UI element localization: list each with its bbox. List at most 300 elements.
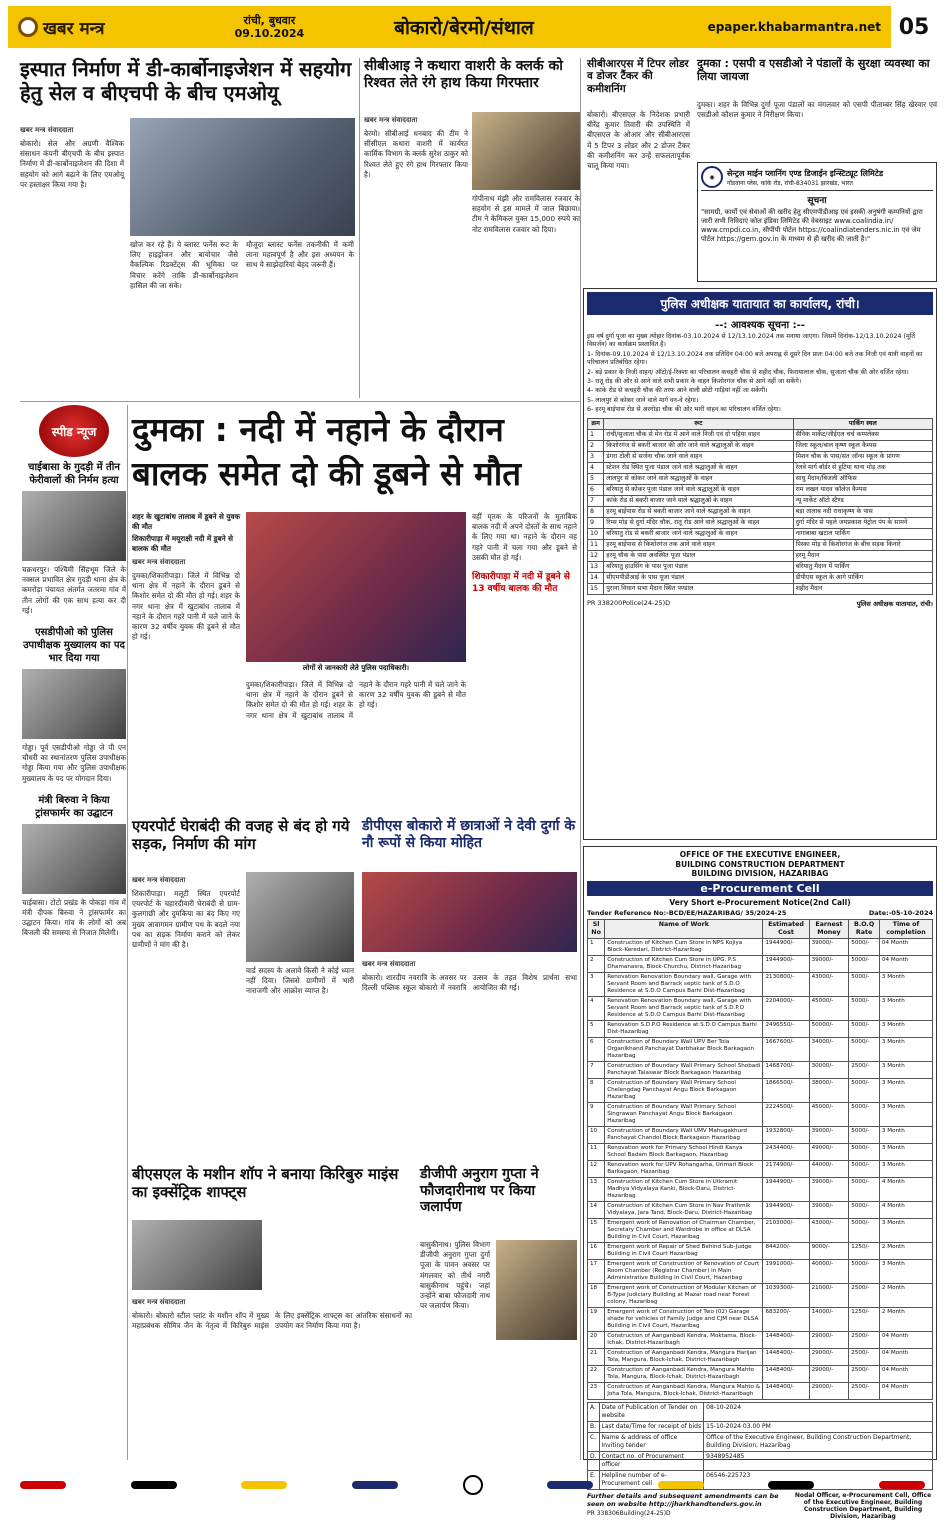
table-row [588,1020,933,1037]
table-cell: 3 [588,972,605,996]
table-cell: 2500/- [849,1365,880,1382]
table-row [588,561,933,572]
dps-byline: खबर मन्त्र संवाददाता [362,960,416,968]
table-row [588,572,933,583]
table-cell: 4 [588,462,604,473]
table-cell: 38000/- [809,1078,849,1102]
table-cell: 5 [588,1020,605,1037]
dateline [235,14,305,40]
table-cell: बरियातु से कोकर पूजा पंडाल जाने वाले श्रद्धालुओं के वाहन [604,484,793,495]
table-row [588,1365,933,1382]
table-cell: 3 Month [879,1078,932,1102]
table-cell: Contact no. of Procurement officer [599,1451,704,1470]
table-cell: 08-10-2024 [704,1402,933,1421]
story4-headline[interactable]: दुमका : एसपी व एसडीओ ने पंडालों के सुरक्षा व्यवस्था का लिया जायजा [697,57,930,83]
table-cell: 15 [588,583,604,594]
table-row [588,1242,933,1259]
table-cell: D. [588,1451,600,1470]
main-headline[interactable]: दुमका : नदी में नहाने के दौरान बालक समेत दो की डूबने से मौत [132,410,522,493]
table-row [588,1126,933,1143]
table-row [588,528,933,539]
table-cell: 1932800/- [763,1126,809,1143]
police-notice [583,288,937,840]
table-cell: 3 Month [879,1020,932,1037]
police-notice-subtitle: --: आवश्यक सूचना :-- [715,320,805,331]
table-row [588,1348,933,1365]
table-cell: 43000/- [809,972,849,996]
city: रांची, बुधवार [243,14,296,27]
table-cell: 45000/- [809,1102,849,1126]
table-row [588,1402,933,1421]
table-cell: लालपुर से कोकर जाने वाले श्रद्धालुओं के वाहन [604,473,793,484]
story1-col2-text: खोज कर रहे हैं। ये ब्लास्ट फर्नेस रूट के लिए हाइड्रोजन और बायोचार जैसे वैकल्पिक रिडक्टेंट्स की भूमिका पर विचार करेंगे ताकि डी-कार्बोनाइजेशन हासिल की जा सके। [130,240,238,290]
story2-headline[interactable]: सीबीआइ ने कथारा वाशरी के क्लर्क को रिश्वत लेते रंगे हाथ किया गिरफ्तार [364,58,563,91]
table-cell: Construction of Boundary Wall Primary School Shobadi Panchayat Talaswar Block Barkagaon Hazaribag [605,1061,763,1078]
table-row [588,972,933,996]
speed-news-item [22,461,126,616]
cmpdi-company: सेन्ट्रल माईन प्लानिंग एण्ड डिजाईन इन्स्टिट्यूट लिमिटेड [727,168,884,178]
table-cell: 20 [588,1331,605,1348]
table-cell: 8 [588,506,604,517]
story3-headline[interactable]: सीबीआरएस में टिपर लोडर व डोजर टैंकर की कमीशनिंग [587,58,689,95]
tender-table [587,919,933,1400]
table-cell: 22 [588,1365,605,1382]
table-cell: 3 Month [879,1126,932,1143]
tender-ref: Tender Reference No:-BCD/EE/HAZARIBAG/ 35/2024-25 [587,908,787,917]
table-cell: 49000/- [809,1143,849,1160]
table-cell: 5000/- [849,1143,880,1160]
tender-table-header-cell: Earnest Money [809,919,849,938]
table-cell: 6 [588,1037,605,1061]
story1-lead: बोकारो। सेल और अग्रणी वैश्विक संसाधन कंपनी बीएचपी के बीच इस्पात निर्माण में डी-कार्बोनाइजेशन की दिशा में सहयोग को आगे बढ़ाने के लिए एमओयू पर हस्ताक्षर किया गया है। [20,139,124,189]
table-cell: कांके रोड से बकरी बाजार जाने वाले श्रद्धालुओं के वाहन [604,495,793,506]
table-cell: 12 [588,1160,605,1177]
brand-icon [18,17,38,37]
table-cell: 39000/- [809,1177,849,1201]
speed-news-body: चक्रधरपुर। पश्चिमी सिंहभूम जिले के नक्सल प्रभावित क्षेत्र गुदड़ी थाना क्षेत्र के कमरोड़ा पंचायत अंतर्गत जतरमा गांव में तीन लोगों की एक साथ हत्या कर दी गई। [22,565,126,615]
table-cell: 5000/- [849,972,880,996]
table-cell: Office of the Executive Engineer, Building Construction Department, Building Division, Hazaribag [704,1432,933,1451]
table-cell: Renovation work for Primary School Hindi Kanya School Badam Block Barkagaon, Hazaribag [605,1143,763,1160]
table-cell: 2 [588,440,604,451]
table-cell: 2224500/- [763,1102,809,1126]
police-notice-point: 6- हरमू बाईपास रोड से अरगोड़ा चौक की ओर भारी वाहन का परिचालन वर्जित रहेगा। [587,406,781,414]
airport-body: शिकारीपाड़ा। मलूटी स्थित एयरपोर्ट एयरपोर्ट के चहारदीवारी घेराबंदी से ग्राम-कुलगाछी और दुमकिया का बंद किए गए मुख्य आवागमन ग्रामीण पथ के बदले नया पथ का सड़क निर्माण कराने को लेकर ग्रामीणों ने मांग की है। [132,889,240,950]
speed-news-headline[interactable]: चाईबासा के गुदड़ी में तीन फेरीवालों की निर्मम हत्या [28,462,120,486]
police-notice-points [587,351,933,415]
table-cell: 04 Month [879,938,932,955]
table-row [588,1078,933,1102]
table-cell: 2103000/- [763,1218,809,1242]
table-row [588,517,933,528]
table-cell: 14 [588,572,604,583]
table-cell: 2174900/- [763,1160,809,1177]
cmpdi-notice-title: सूचना [807,196,827,206]
table-cell: 2130800/- [763,972,809,996]
table-cell: 2 Month [879,1283,932,1307]
story2-byline: खबर मन्त्र संवाददाता [364,116,418,124]
table-cell: 3 Month [879,1218,932,1242]
airport-headline[interactable]: एयरपोर्ट घेराबंदी की वजह से बंद हो गये सड़क, निर्माण की मांग [132,817,350,853]
dps-headline-box [362,818,577,868]
table-cell: Construction of Boundary Wall UMV Mahugakhurd Panchayat Chandol Block Barkagaon Hazaribag [605,1126,763,1143]
table-cell: 43000/- [809,1218,849,1242]
main-subhead-2: शिकारीपाड़ा में मयूराक्षी नदी में डूबने से बालक की मौत [132,534,233,553]
story4-headline-box [697,58,937,98]
table-row [588,440,933,451]
police-notice-point: 3- रातू रोड़ की ओर से आने वाले सभी प्रकार के वाहन किशोरगंज चौक से आगे नहीं जा सकेंगे। [587,378,802,386]
table-cell: 30000/- [809,1061,849,1078]
table-cell: 15 [588,1218,605,1242]
table-cell: 39000/- [809,1201,849,1218]
table-cell: बड़ा तालाब नदी राधाकृष्ण के पास [793,506,932,517]
table-cell: हरमू चौक के पास अवस्थित पूजा पंडाल [604,550,793,561]
tender-table-header-cell: B.O.Q Rate [849,919,880,938]
story3-headline-box [587,58,690,108]
table-cell: 7 [588,495,604,506]
brand-logo[interactable] [8,16,115,39]
table-row [588,938,933,955]
parking-table-header-cell: पार्किंग स्थल [793,418,932,429]
cmpdi-logo-icon: ◉ [701,166,723,188]
table-cell: 2500/- [849,1348,880,1365]
police-notice-intro: इस वर्ष दुर्गा पूजा का मुख्य त्योहार दिनांक-03.10.2024 से 12/13.10.2024 तक मनाया जाएगा। जिसमें दिनांक-12/13.10.2024 (मूर्ति विसर्जन) का कार्यक्रम प्रस्तावित है। [587,333,915,349]
parking-table-header-cell: रूट [604,418,793,429]
table-cell: बरियातु मैदान में पार्किंग [793,561,932,572]
bsl-headline-box [132,1166,412,1216]
table-cell: 13 [588,561,604,572]
airport-col2 [246,966,354,1162]
table-cell: 13 [588,1177,605,1201]
table-cell: Construction of Kitchen Cum Store in Utkramit Madhya Vidyalaya Kanki, Block-Daru, District-Hazaribag [605,1177,763,1201]
table-cell: 29000/- [809,1382,849,1399]
story1-col3-text: मौजूदा ब्लास्ट फर्नेस तकनीकी में कमी लाना महत्वपूर्ण है और इस अध्ययन के साथ ये साझेदारियां बेहद जरूरी हैं। [246,240,354,270]
tender-table-header-cell: Time of completion [879,919,932,938]
story2-col2 [472,194,580,397]
tender-table-header-cell: Sl No [588,919,605,938]
dps-headline[interactable]: डीपीएस बोकारो में छात्राओं ने देवी दुर्गा के नौ रूपों से किया मोहित [362,818,576,851]
dgp-headline[interactable]: डीजीपी अनुराग गुप्ता ने फौजदारीनाथ पर किया जलार्पण [420,1166,539,1216]
airport-photo [246,872,354,962]
table-cell: 5000/- [849,1037,880,1061]
table-cell: 2204000/- [763,996,809,1020]
table-cell: 39000/- [809,955,849,972]
table-cell: 3 Month [879,1061,932,1078]
table-cell: Construction of Boundary Wall UPV Ber Tola Organikhand Panchayat Darbhakar Block Barkagaon Hazaribag [605,1037,763,1061]
tender-table-header [588,919,933,938]
table-row [588,583,933,594]
tender-subtitle: Very Short e-Procurement Notice(2nd Call) [669,897,851,907]
table-cell: 10 [588,1126,605,1143]
cmpdi-address: गोंडवाना प्लेस, कांके रोड, रांची-834031 झारखंड, भारत [727,179,853,187]
table-cell: Emergent work of Construction of Renovation of Court Room Chamber (Registrar Chamber) in Main Administrative Building in Civil Court, Hazaribag [605,1259,763,1283]
table-cell: Renovation Renovation Boundary wall, Garage with Servant Room and Barrack septic tank of S.D.O Residence at S.D.O Campus Barhi Dist-Hazaribag [605,972,763,996]
speed-news-headline[interactable]: एसडीपीओ को पुलिस उपाधीक्षक मुख्यालय का पद भार दिया गया [23,627,125,665]
police-notice-point: 2- बड़े प्रकार के निजी वाहन/ ऑटो/ई-रिक्शा का परिचालन कचहरी चौक से शहीद चौक, फिरायालाल चौक, सुजाता चौक की ओर वर्जित रहेगा। [587,368,909,376]
table-cell: 1 [588,429,604,440]
speed-news-body: चाईबासा। टोटो प्रखंड के पोकड़ा गांव में मंत्री दीपक बिरुवा ने ट्रांसफार्मर का उद्घाटन किया। गांव के लोगों को अब बिजली की समस्या से निजात मिलेगी। [22,897,126,938]
table-row [588,1143,933,1160]
table-cell: शहीद मैदान [793,583,932,594]
table-cell: 04 Month [879,1348,932,1365]
table-cell: रांची/सुजाता चौक से मेन रोड में आने वाले निजी एवं दो पहिया वाहन [604,429,793,440]
table-cell: सीएमपीडीआई के पास पूजा पंडाल [604,572,793,583]
main-photo [246,512,466,662]
table-cell: हरमू मैदान [793,550,932,561]
table-cell: 5 [588,473,604,484]
table-cell: Construction of Kitchen Cum Store in UPG. P.S Dhamanasra, Block-Churchu, District-Hazaribag [605,955,763,972]
table-cell: 5000/- [849,955,880,972]
crosshair-icon [463,1475,483,1495]
story2-photo [472,112,580,190]
table-cell: साधु मैदान/बिजली ऑफिस [793,473,932,484]
table-cell: 1468700/- [763,1061,809,1078]
table-cell: Emergent work of Renovation of Chairman Chamber, Secretary Chamber and Wardrobe in office at DLSA Building in Civil Court, Hazaribag [605,1218,763,1242]
table-cell: 2500/- [849,1331,880,1348]
table-cell: 3 Month [879,1037,932,1061]
table-cell: Last date/Time for receipt of bids [599,1421,704,1432]
table-cell: 3 Month [879,972,932,996]
brand-name: खबर मन्त्र [43,18,105,39]
bsl-photo [132,1220,262,1290]
police-notice-title: पुलिस अधीक्षक यातायात का कार्यालय, रांची। [587,292,933,315]
table-cell: Helpline number of e-Procurement cell [599,1470,704,1489]
police-notice-ref: PR 338200Police(24-25)D [587,598,671,607]
table-cell: 6 [588,484,604,495]
table-cell: 10 [588,528,604,539]
table-cell: 5000/- [849,938,880,955]
table-cell: 4 Month [879,1201,932,1218]
table-cell: Construction of Aanganbadi Kendra, Mangura Mahto & Joha Tola, Mangura, Block-Ichak, District-Hazaribagh [605,1382,763,1399]
dgp-headline-box [420,1166,577,1236]
airport-col1 [132,872,240,1162]
parking-table-header [588,418,933,429]
table-cell: 19 [588,1307,605,1331]
table-cell: 34000/- [809,1037,849,1061]
table-cell: 1448400/- [763,1382,809,1399]
story2-col2-text: गोपीनाथ मंझी और रामविलास रजवार के सहयोग से इस मामले में जाल बिछाया। टीम ने केमिकल युक्त 15,000 रुपये का नोट रामविलास रजवार को दिया। [472,194,580,234]
main-col1 [132,512,240,812]
table-cell: 17 [588,1259,605,1283]
tender-table-header-cell: Estimated Cost [763,919,809,938]
table-row [588,495,933,506]
parking-table-header-cell: क्रम [588,418,604,429]
table-cell: 29000/- [809,1365,849,1382]
table-row [588,1451,933,1470]
table-cell: 2500/- [849,1283,880,1307]
table-cell: रेलवे मार्ग बॉर्डर से हुटिया थाना मोड़ तक [793,462,932,473]
table-row [588,550,933,561]
main-col2 [246,680,466,812]
bsl-byline: खबर मन्त्र संवाददाता [132,1298,186,1306]
table-cell: 1448400/- [763,1331,809,1348]
table-row [588,1061,933,1078]
tender-date: Date:-05-10-2024 [868,908,933,917]
table-cell: रिम्स मोड़ से दुर्गा मंदिर चौक, रातू रोड आने वाले श्रद्धालुओं के वाहन [604,517,793,528]
main-headline-box [132,408,577,506]
story1-col1 [20,122,124,397]
table-cell: Date of Publication of Tender on website [599,1402,704,1421]
table-cell: 2 Month [879,1242,932,1259]
table-cell: 21 [588,1348,605,1365]
table-cell: B. [588,1421,600,1432]
main-subhead-1: शहर के खुटाबांध तालाब में डूबने से युवक की मौत [132,512,241,531]
table-cell: बरियातु रोड से बकरी बाजार जाने वाले श्रद्धालुओं के वाहन [604,528,793,539]
table-row [588,1218,933,1242]
table-cell: 44000/- [809,1160,849,1177]
table-cell: बरियातु हाउसिंग के पास पूजा पंडाल [604,561,793,572]
table-cell: 2 Month [879,1307,932,1331]
table-cell: 5000/- [849,1259,880,1283]
story3-body: बोकारो। बीएसएल के निदेशक प्रभारी बीरेंद्र कुमार तिवारी की उपस्थिति में बीएसएल के ओआर और सीबीआरएस में 5 टिपर 3 लोडर और 2 डोजर टैंकर की कमीशनिंग कर उन्हें सफलतापूर्वक चालू किया गया। [587,110,690,171]
table-cell: 4 Month [879,1177,932,1201]
table-cell: 15-10-2024 03.00 PM [704,1421,933,1432]
table-cell: 844200/- [763,1242,809,1259]
story2-col1 [364,112,468,397]
table-cell: 1039300/- [763,1283,809,1307]
table-cell: 04 Month [879,955,932,972]
table-row [588,1160,933,1177]
main-pullquote: शिकारीपाड़ा में नदी में डूबने से 13 वर्षीय बालक की मौत [472,572,570,595]
table-row [588,1432,933,1451]
table-cell: 12 [588,550,604,561]
table-row [588,1382,933,1399]
table-row [588,506,933,517]
table-cell: 04 Month [879,1382,932,1399]
table-cell: 3 Month [879,1259,932,1283]
dps-body: बोकारो। शारदीय नवरात्रि के अवसर पर दिल्ली पब्लिक स्कूल बोकारो में नवरात्रि उत्सव के तहत विशेष प्रार्थना सभा आयोजित की गई। [362,973,577,993]
table-cell: 04 Month [879,1365,932,1382]
table-cell: 5000/- [849,1218,880,1242]
table-cell: 18 [588,1283,605,1307]
table-row [588,1201,933,1218]
table-cell: 1944900/- [763,955,809,972]
table-row [588,1307,933,1331]
table-cell: पुराना विधान सभा मैदान स्थित पण्डाल [604,583,793,594]
table-cell: सैनिक मार्केट/जीईएल चर्च कम्पलेक्स [793,429,932,440]
table-cell: 14 [588,1201,605,1218]
parking-table [587,418,933,595]
police-notice-point: 5- लालपुर से कोकर जाने वाले मार्ग वन-वे रहेगा। [587,396,699,404]
table-cell: 2500/- [849,1061,880,1078]
tender-title: e-Procurement Cell [587,881,933,896]
table-cell: डंगरा टोली से सर्जना चौक जाने वाले वाहन [604,451,793,462]
table-cell: पिस्का मोड़ से किशोरगंज के बीच सड़क किनारे [793,539,932,550]
story1-byline: खबर मन्त्र संवाददाता [20,126,74,134]
table-cell: Name & address of office Inviting tender [599,1432,704,1451]
table-row [588,996,933,1020]
tender-table-header-cell: Name of Work [605,919,763,938]
table-row [588,539,933,550]
dps-photo [362,872,577,952]
epaper-link[interactable]: epaper.khabarmantra.net [707,20,881,34]
table-cell: मिशन चौक के पास/संत जॉन्स स्कूल के प्रांगण [793,451,932,462]
table-cell: 40000/- [809,1259,849,1283]
table-cell: न्यू मार्केट ऑटो स्टैण्ड [793,495,932,506]
table-cell: 2496550/- [763,1020,809,1037]
table-cell: 1448400/- [763,1365,809,1382]
table-cell: राम लखन यादव कॉलेज कैम्पस [793,484,932,495]
tender-footer-note: Further details and subsequent amendments can be seen on website http://jharkhandtenders.gov.in [587,1491,779,1508]
table-cell: 5000/- [849,1102,880,1126]
speed-news-item [22,794,126,939]
table-cell: 39000/- [809,1126,849,1143]
registration-marks [20,1470,925,1500]
main-col3-text: वहीं मृतक के परिजनों के मुताबिक बालक नदी में अपने दोस्तों के साथ नहाने के लिए गया था। नहाने के दौरान वह गहरे पानी में चला गया और डूबने से उसकी मौत हो गई। [472,512,577,562]
table-cell: 3 Month [879,996,932,1020]
tender-footer-ref: PR 338306Building(24-25)D [587,1509,671,1517]
table-cell: 3 Month [879,1102,932,1126]
table-row [588,1177,933,1201]
table-cell: Renovation Renovation Boundary wall, Garage with Servant Room and Barrack septic tank of S.D.P.O Residence at S.D.O Campus Barhi Dist-Hazaribag [605,996,763,1020]
row-rule [20,401,580,402]
bsl-headline[interactable]: बीएसएल के मशीन शॉप ने बनाया किरिबुरु माइंस का इक्सेंट्रिक शाफ्ट्स [132,1165,399,1201]
table-cell: Emergent work of Construction of Modular Kitchen of B-Type Judiciary Building at Mazar road near Forest colony, Hazaribag [605,1283,763,1307]
table-cell: 1250/- [849,1307,880,1331]
speed-news-column [22,405,126,1460]
table-cell: 29000/- [809,1331,849,1348]
table-cell: 50000/- [809,1020,849,1037]
story1-photo [130,118,355,236]
column-rule [580,58,581,1460]
table-cell: 39000/- [809,938,849,955]
main-col3 [472,512,577,812]
tender-notice [583,846,937,1520]
table-cell: 2500/- [849,1382,880,1399]
table-cell: 1250/- [849,1242,880,1259]
table-cell: Construction of Aanganbadi Kendra, Moktama, Block-Ichak, District-Hazaribagh [605,1331,763,1348]
table-cell: 5000/- [849,1020,880,1037]
speed-news-headline[interactable]: मंत्री बिरुवा ने किया ट्रांसफार्मर का उद्घाटन [35,794,113,819]
story1-headline[interactable]: इस्पात निर्माण में डी-कार्बोनाइजेशन में सहयोग हेतु सेल व बीएचपी के बीच एमओयू [20,57,352,105]
table-cell: 45000/- [809,996,849,1020]
table-cell: दुर्गा मंदिर से पहले जयप्रकाश पेट्रोल पंप के सामने [793,517,932,528]
table-cell: 16 [588,1242,605,1259]
table-row [588,473,933,484]
table-cell: Emergent work of Construction of Two (02) Garage shade for vehicles of Family Judge and CJM near DLSA Building in Civil Court, Hazaribag [605,1307,763,1331]
table-cell: 1 [588,938,605,955]
table-cell: 1944900/- [763,938,809,955]
masthead [8,6,937,48]
table-cell: 2434400/- [763,1143,809,1160]
speed-news-photo [22,669,126,739]
tender-dept: BUILDING CONSTRUCTION DEPARTMENT [675,859,845,869]
table-cell: A. [588,1402,600,1421]
table-cell: हरमू बाईपास रोड से बकरी बाजार जाने वाले श्रद्धालुओं के वाहन [604,506,793,517]
table-cell: नागाबाबा खटाल पार्किंग [793,528,932,539]
airport-col2-text: वार्ड सदस्य के अलावे किसी ने कोई ध्यान नहीं दिया। जिससे ग्रामीणों में भारी नाराजगी और आक्रोश व्याप्त है। [246,966,354,996]
table-cell: 9000/- [809,1242,849,1259]
table-cell: E. [588,1470,600,1489]
main-body: दुमका/शिकारीपाड़ा। जिले में विभिन्न दो थाना क्षेत्र में नहाने के दौरान डूबने से किशोर समेत दो की मौत हो गई। शहर के नगर थाना क्षेत्र में खुटाबांध तालाब में नहाने के दौरान गहरे पानी में चले जाने के कारण 32 वर्षीय युवक की डूबने से मौत हो गई। [132,571,240,642]
table-row [588,451,933,462]
dgp-photo [496,1240,577,1340]
table-cell: Construction of Kitchen Cum Store in NPS Kojiya Block-Keredari, District-Hazaribag [605,938,763,955]
story2-headline-box [364,58,580,108]
cmpdi-notice [697,162,937,282]
story4-body-box [697,100,937,160]
table-cell: Construction of Boundary Wall Primary School Singrawan Panchayat Angu Block Barkagaon Hazaribag [605,1102,763,1126]
dgp-body: बासुकीनाथ। पुलिस विभाग डीजीपी अनुराग गुप्ता दुर्गा पूजा के पावन अवसर पर मंगलवार को तीर्थ नगरी बासुकीनाथ पहुंचे। जहां उन्होंने बाबा फौजदारी नाथ पर जलार्पण किया। [420,1240,490,1311]
table-cell: 1448400/- [763,1348,809,1365]
airport-headline-box [132,818,352,868]
table-cell: 1991000/- [763,1259,809,1283]
table-cell: किशोरगंज से बकरी बाजार की ओर जाने वाले श्रद्धालुओं के वाहन [604,440,793,451]
table-row [588,1421,933,1432]
table-row [588,1283,933,1307]
table-cell: 9 [588,517,604,528]
table-cell: 3 [588,451,604,462]
